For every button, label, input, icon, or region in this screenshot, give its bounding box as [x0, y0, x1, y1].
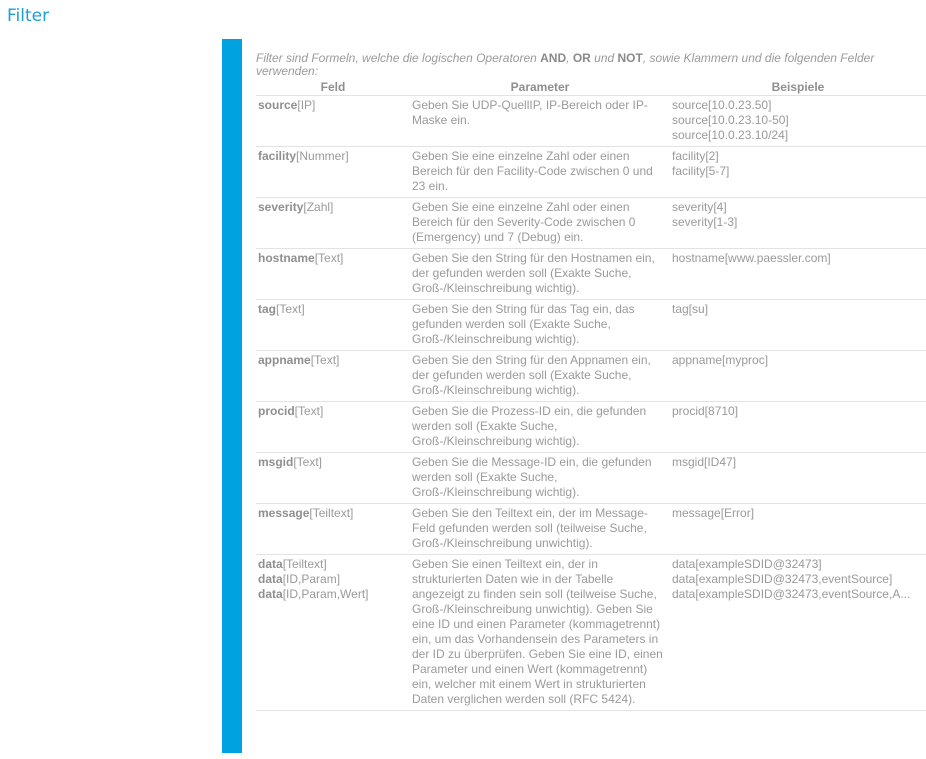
example-item: procid[8710]	[672, 404, 739, 418]
field-cell	[256, 351, 410, 402]
header-examples: Beispiele	[670, 80, 926, 96]
table-row	[256, 198, 926, 249]
field-name: data	[258, 587, 283, 601]
parameter-description: Geben Sie eine einzelne Zahl oder einen Bereich für den Facility-Code zwischen 0 und 23 ein.	[410, 147, 670, 198]
field-name: data	[258, 572, 283, 586]
field-syntax	[258, 506, 406, 521]
field-param: [IP]	[297, 98, 316, 112]
intro-sep1: ,	[566, 51, 573, 65]
example-item: severity[4]	[672, 200, 727, 214]
field-syntax	[258, 404, 406, 419]
parameter-description: Geben Sie den String für den Appnamen ein, der gefunden werden soll (Exakte Suche, Groß-/Kleinschreibung wichtig).	[410, 351, 670, 402]
example-item: message[Error]	[672, 506, 755, 520]
field-name: facility	[258, 149, 297, 163]
field-syntax	[258, 455, 406, 470]
field-syntax	[258, 98, 406, 113]
field-name: hostname	[258, 251, 315, 265]
field-name: message	[258, 506, 310, 520]
field-param: [Teiltext]	[282, 557, 327, 571]
operator-not: NOT	[617, 51, 643, 65]
field-param: [Text]	[314, 251, 344, 265]
filter-fields-table	[256, 80, 926, 711]
examples-cell	[670, 504, 926, 555]
example-item: appname[myproc]	[672, 353, 769, 367]
help-content	[256, 52, 926, 711]
table-header-row	[256, 80, 926, 96]
parameter-description: Geben Sie UDP-QuellIP, IP-Bereich oder IP-Maske ein.	[410, 96, 670, 147]
examples-cell	[670, 453, 926, 504]
field-syntax	[258, 572, 406, 587]
parameter-description: Geben Sie einen Teiltext ein, der in strukturierten Daten wie in der Tabelle angezeigt zu finden sein soll (teilweise Suche, Groß-/Kleinschreibung unwichtig). Geben Sie eine ID und einen Parameter (kommagetrennt) ein, um das Vorhandensein des Parameters in der ID zu überprüfen. Geben Sie eine ID, einen Parameter und einen Wert (kommagetrennt) ein, welcher mit einem Wert in strukturierten Daten verglichen werden soll (RFC 5424).	[410, 555, 670, 711]
field-name: appname	[258, 353, 311, 367]
field-cell	[256, 555, 410, 711]
table-row	[256, 453, 926, 504]
example-item: facility[2]	[672, 149, 719, 163]
examples-cell	[670, 198, 926, 249]
table-row	[256, 555, 926, 711]
example-item: source[10.0.23.10-50]	[672, 113, 789, 127]
examples-cell	[670, 555, 926, 711]
field-param: [Text]	[310, 353, 340, 367]
example-item: msgid[ID47]	[672, 455, 737, 469]
parameter-description: Geben Sie den Teiltext ein, der im Message-Feld gefunden werden soll (teilweise Suche, Groß-/Kleinschreibung unwichtig).	[410, 504, 670, 555]
header-field: Feld	[256, 80, 410, 96]
table-row	[256, 96, 926, 147]
section-title: Filter	[7, 6, 50, 26]
intro-part1: Filter sind Formeln, welche die logischen Operatoren	[256, 51, 541, 65]
field-syntax	[258, 302, 406, 317]
parameter-description: Geben Sie die Message-ID ein, die gefunden werden soll (Exakte Suche, Groß-/Kleinschreibung wichtig).	[410, 453, 670, 504]
table-row	[256, 300, 926, 351]
field-name: severity	[258, 200, 304, 214]
examples-cell	[670, 147, 926, 198]
example-item: facility[5-7]	[672, 164, 730, 178]
field-syntax	[258, 353, 406, 368]
field-name: procid	[258, 404, 295, 418]
table-row	[256, 504, 926, 555]
example-item: tag[su]	[672, 302, 709, 316]
field-cell	[256, 96, 410, 147]
example-item: data[exampleSDID@32473,eventSource]	[672, 572, 893, 586]
table-row	[256, 402, 926, 453]
parameter-description: Geben Sie den String für den Hostnamen ein, der gefunden werden soll (Exakte Suche, Groß-/Kleinschreibung wichtig).	[410, 249, 670, 300]
field-cell	[256, 453, 410, 504]
field-syntax	[258, 251, 406, 266]
field-syntax	[258, 149, 406, 164]
field-syntax	[258, 587, 406, 602]
field-cell	[256, 198, 410, 249]
accent-bar	[222, 39, 242, 753]
parameter-description: Geben Sie die Prozess-ID ein, die gefunden werden soll (Exakte Suche, Groß-/Kleinschreibung wichtig).	[410, 402, 670, 453]
example-item: source[10.0.23.10/24]	[672, 128, 789, 142]
header-parameter: Parameter	[410, 80, 670, 96]
field-syntax	[258, 200, 406, 215]
field-name: data	[258, 557, 283, 571]
field-param: [ID,Param,Wert]	[282, 587, 369, 601]
field-param: [Nummer]	[296, 149, 349, 163]
field-param: [ID,Param]	[282, 572, 341, 586]
examples-cell	[670, 300, 926, 351]
example-item: source[10.0.23.50]	[672, 98, 772, 112]
field-param: [Zahl]	[303, 200, 334, 214]
table-row	[256, 351, 926, 402]
table-row	[256, 147, 926, 198]
examples-cell	[670, 402, 926, 453]
field-param: [Text]	[293, 455, 323, 469]
table-row	[256, 249, 926, 300]
operator-or: OR	[572, 51, 591, 65]
filter-help-panel	[222, 39, 926, 753]
field-param: [Teiltext]	[309, 506, 354, 520]
intro-part2: , sowie Klammern und die folgenden Felder verwenden:	[256, 51, 875, 78]
parameter-description: Geben Sie eine einzelne Zahl oder einen Bereich für den Severity-Code zwischen 0 (Emergency) und 7 (Debug) ein.	[410, 198, 670, 249]
field-cell	[256, 504, 410, 555]
examples-cell	[670, 351, 926, 402]
field-name: tag	[258, 302, 276, 316]
example-item: data[exampleSDID@32473]	[672, 557, 822, 571]
field-cell	[256, 147, 410, 198]
field-param: [Text]	[294, 404, 324, 418]
field-param: [Text]	[276, 302, 305, 316]
intro-text	[256, 52, 926, 78]
example-item: hostname[www.paessler.com]	[672, 251, 831, 265]
intro-sep2: und	[590, 51, 618, 65]
field-cell	[256, 300, 410, 351]
field-name: msgid	[258, 455, 294, 469]
example-item: data[exampleSDID@32473,eventSource,A...	[672, 587, 911, 601]
examples-cell	[670, 249, 926, 300]
example-item: severity[1-3]	[672, 215, 738, 229]
field-name: source	[258, 98, 298, 112]
examples-cell	[670, 96, 926, 147]
operator-and: AND	[540, 51, 567, 65]
field-syntax	[258, 557, 406, 572]
field-cell	[256, 402, 410, 453]
field-cell	[256, 249, 410, 300]
parameter-description: Geben Sie den String für das Tag ein, das gefunden werden soll (Exakte Suche, Groß-/Kleinschreibung wichtig).	[410, 300, 670, 351]
